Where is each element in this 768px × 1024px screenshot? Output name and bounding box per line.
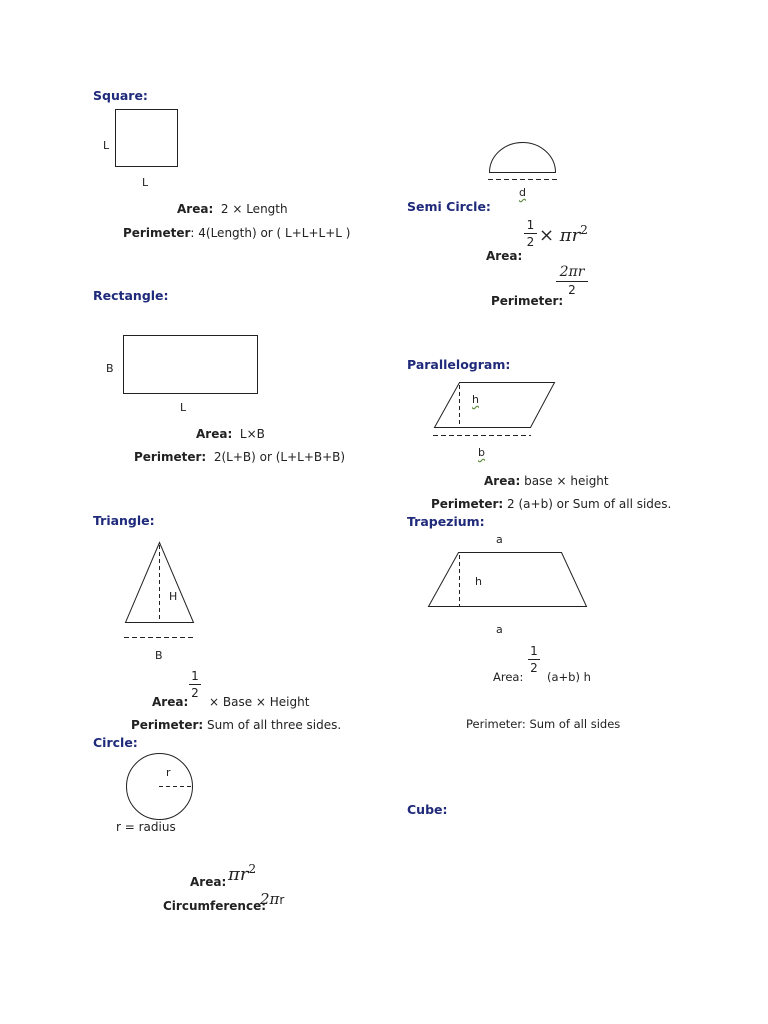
semicircle-perimeter-label: Perimeter: (491, 294, 564, 308)
rectangle-area (196, 427, 265, 441)
circle-heading: Circle: (93, 735, 138, 750)
rectangle-bottom-label: L (180, 401, 187, 414)
trapezium-frac-den: 2 (530, 661, 538, 675)
triangle-frac-num: 1 (191, 669, 199, 683)
semicircle-perim-bar (556, 281, 588, 282)
triangle-perimeter-value: Sum of all three sides. (207, 718, 342, 732)
rectangle-shape (124, 336, 258, 394)
semicircle-heading: Semi Circle: (407, 199, 491, 214)
rectangle-area-value: L×B (239, 427, 265, 441)
rectangle-perimeter (134, 450, 345, 464)
parallelogram-perimeter (431, 497, 671, 511)
parallelogram-base-label: b (478, 446, 485, 459)
rectangle-area-label: Area: (196, 427, 233, 441)
circle-radius-label: r (166, 766, 171, 779)
triangle-area-label: Area: (152, 695, 189, 709)
triangle-frac-bar (189, 684, 201, 685)
trapezium-bottom-label: a (496, 623, 503, 636)
parallelogram-heading: Parallelogram: (407, 357, 511, 372)
square-heading: Square: (93, 88, 148, 103)
parallelogram-area (484, 474, 609, 488)
semicircle-area-label: Area: (486, 249, 523, 263)
trapezium-area-label: Area: (493, 670, 524, 684)
trapezium-perimeter: Perimeter: Sum of all sides (466, 717, 621, 731)
triangle-perimeter (131, 718, 341, 732)
semicircle-diameter-label: d (519, 186, 526, 199)
trapezium-area-value: (a+b) h (547, 670, 591, 684)
semicircle-area-formula (539, 223, 588, 246)
square-perimeter-value: : 4(Length) or ( L+L+L+L ) (190, 226, 351, 240)
square-perimeter-label: Perimeter (123, 226, 191, 240)
semicircle-frac-den: 2 (526, 235, 535, 249)
trapezium-frac-bar (528, 659, 540, 660)
circle-area-pi-r: πr (228, 864, 249, 885)
trapezium-half-fraction (528, 644, 540, 675)
square-area-value: 2 × Length (220, 202, 288, 216)
parallelogram-perimeter-label: Perimeter: (431, 497, 504, 511)
triangle-perimeter-label: Perimeter: (131, 718, 204, 732)
circle-circ-r: r (279, 893, 285, 907)
semicircle-area-pi-r: × πr (539, 225, 581, 246)
square-bottom-label: L (142, 176, 149, 189)
square-shape (116, 110, 178, 167)
circle-area-formula (228, 862, 256, 885)
rectangle-side-label: B (106, 362, 114, 375)
trapezium-shape (429, 553, 587, 607)
triangle-height-label: H (169, 590, 178, 603)
square-side-label: L (103, 139, 110, 152)
circle-radius-note: r = radius (116, 820, 176, 834)
semicircle-perim-den: 2 (568, 283, 576, 297)
trapezium-top-label: a (496, 533, 503, 546)
semicircle-perimeter-fraction (556, 264, 588, 297)
triangle-half-fraction (189, 669, 201, 700)
parallelogram-height-label: h (472, 393, 479, 406)
circle-circumference-label: Circumference: (163, 899, 267, 913)
square-area-label: Area: (177, 202, 214, 216)
semicircle-half-fraction (524, 218, 537, 249)
parallelogram-shape (435, 383, 555, 428)
trapezium-height-label: h (475, 575, 482, 588)
square-perimeter (123, 226, 350, 240)
parallelogram-area-value: base × height (524, 474, 609, 488)
semicircle-frac-bar (524, 233, 537, 234)
parallelogram-area-label: Area: (484, 474, 521, 488)
cube-heading: Cube: (407, 802, 448, 817)
parallelogram-perimeter-value: 2 (a+b) or Sum of all sides. (507, 497, 672, 511)
triangle-base-label: B (155, 649, 163, 662)
triangle-heading: Triangle: (93, 513, 155, 528)
circle-area-exponent: 2 (248, 862, 257, 876)
semicircle-area-exponent: 2 (580, 223, 588, 237)
rectangle-heading: Rectangle: (93, 288, 169, 303)
rectangle-perimeter-label: Perimeter: (134, 450, 207, 464)
semicircle-perim-num: 2πr (559, 264, 585, 280)
semicircle-frac-num: 1 (526, 218, 535, 232)
trapezium-heading: Trapezium: (407, 514, 485, 529)
circle-circ-2pi: 2π (260, 890, 280, 908)
triangle-area-value: × Base × Height (209, 695, 310, 709)
circle-circumference-formula (260, 890, 284, 908)
semicircle-shape (490, 143, 556, 173)
rectangle-perimeter-value: 2(L+B) or (L+L+B+B) (213, 450, 346, 464)
trapezium-frac-num: 1 (530, 644, 538, 658)
triangle-frac-den: 2 (191, 686, 199, 700)
circle-area-label: Area: (190, 875, 227, 889)
square-area (177, 202, 288, 216)
